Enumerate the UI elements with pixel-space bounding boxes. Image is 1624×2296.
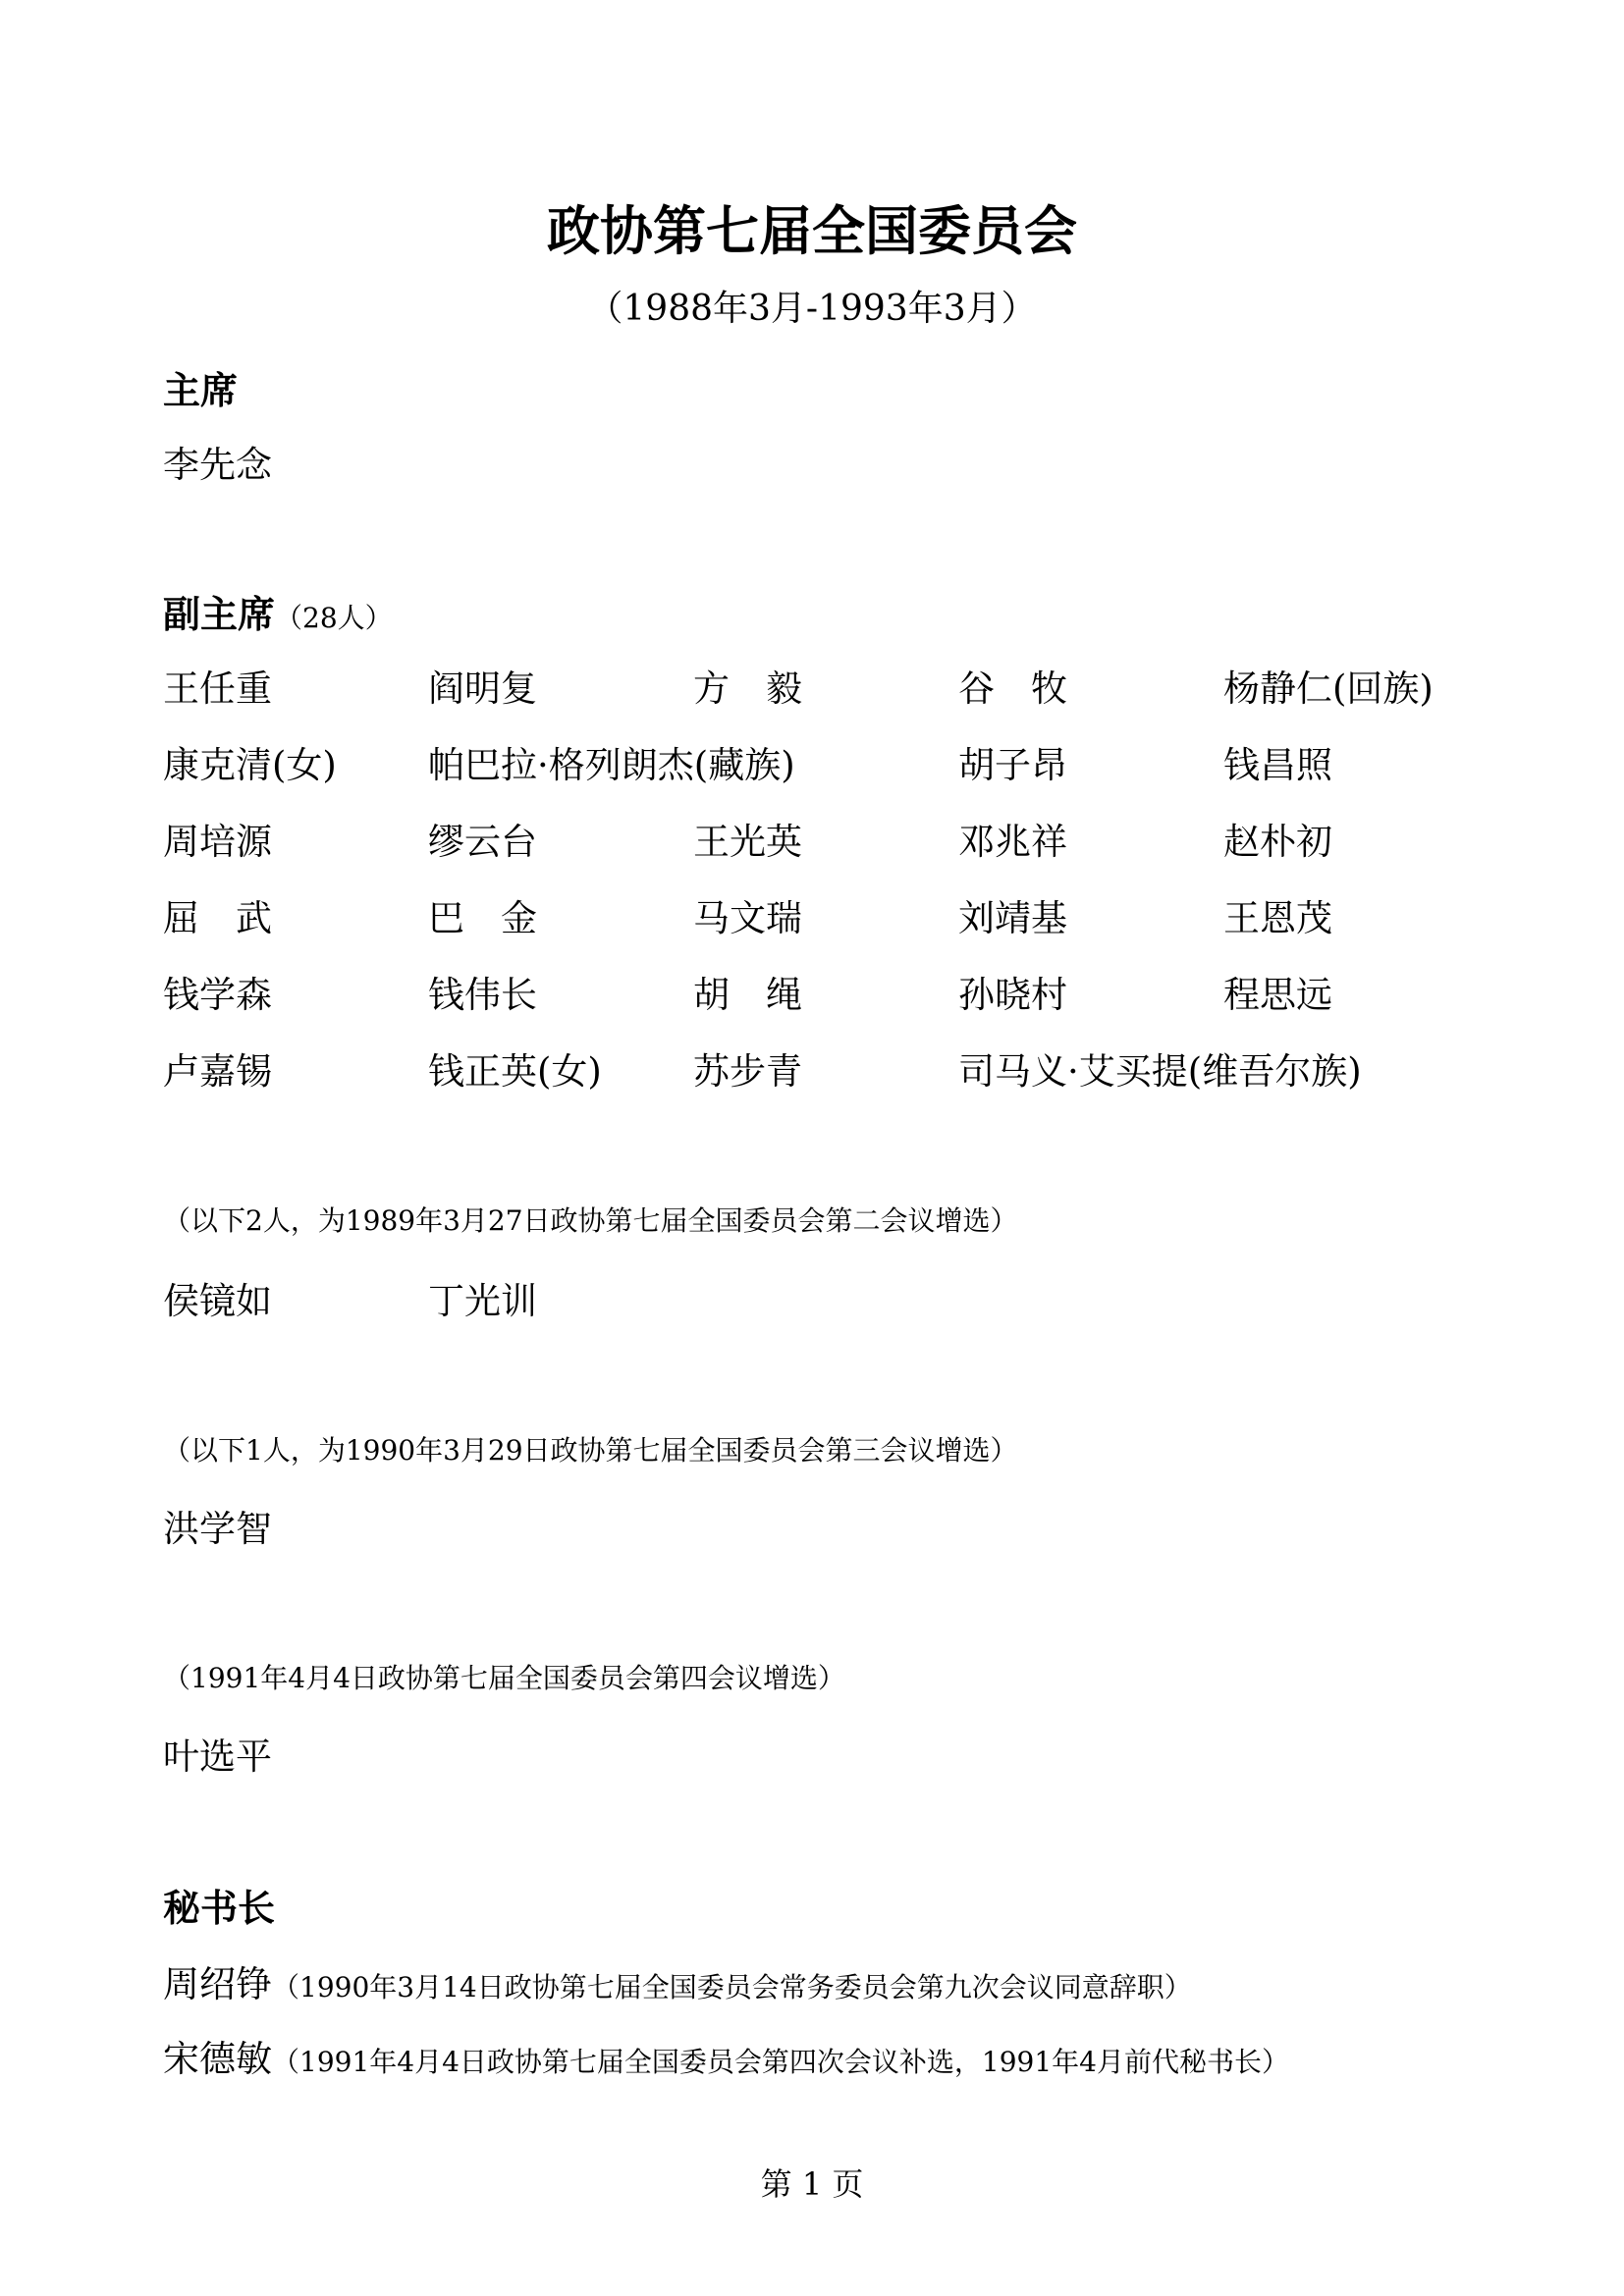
vice-chairman-name: 谷 牧 <box>958 667 1067 710</box>
vice-chairman-name: 钱昌照 <box>1223 744 1332 786</box>
vice-chairmen-row <box>163 738 1498 815</box>
vice-chairman-name: 王光英 <box>693 821 802 863</box>
vice-chairman-name: 苏步青 <box>693 1050 802 1093</box>
addition-names-row <box>163 1274 1498 1329</box>
vice-chairman-name: 赵朴初 <box>1223 821 1332 863</box>
vice-chairman-name: 程思远 <box>1223 974 1332 1016</box>
vice-chairman-name: 阎明复 <box>428 667 537 710</box>
vice-chairmen-row <box>163 1044 1498 1121</box>
secretary-general-name: 宋德敏 <box>163 2038 272 2080</box>
vice-chairman-name: 司马义·艾买提(维吾尔族) <box>958 1050 1362 1093</box>
addition-note: （以下1人，为1990年3月29日政协第七届全国委员会第三会议增选） <box>163 1434 1018 1467</box>
vice-chairmen-row <box>163 891 1498 968</box>
document-title: 政协第七届全国委员会 <box>547 199 1077 262</box>
vice-chairman-name: 王恩茂 <box>1223 897 1332 939</box>
added-vice-chairman-name: 叶选平 <box>163 1735 272 1778</box>
added-vice-chairman-name: 侯镜如 <box>163 1280 272 1322</box>
vice-chairman-name: 胡 绳 <box>693 974 802 1016</box>
added-vice-chairman-name: 丁光训 <box>428 1280 537 1322</box>
added-vice-chairman-name: 洪学智 <box>163 1508 272 1550</box>
vice-chairman-name: 屈 武 <box>163 897 272 939</box>
secretary-general-note: （1991年4月4日政协第七届全国委员会第四次会议补选，1991年4月前代秘书长） <box>272 2046 1289 2078</box>
vice-chairman-name: 康克清(女) <box>163 744 337 786</box>
vice-chairman-name: 方 毅 <box>693 667 802 710</box>
vice-chairman-name: 马文瑞 <box>693 897 802 939</box>
vice-chairman-name: 缪云台 <box>428 821 537 863</box>
vice-chairman-name: 孙晓村 <box>958 974 1067 1016</box>
vice-chairman-name: 杨静仁(回族) <box>1223 667 1434 710</box>
vice-chairmen-row <box>163 968 1498 1044</box>
vice-chairmen-row <box>163 815 1498 891</box>
vice-chairmen-grid <box>163 662 1498 1121</box>
secretary-general-heading: 秘书长 <box>163 1886 276 1930</box>
secretary-general-note: （1990年3月14日政协第七届全国委员会常务委员会第九次会议同意辞职） <box>272 1971 1192 2003</box>
vice-chairman-name: 卢嘉锡 <box>163 1050 272 1093</box>
secretary-general-item <box>163 1957 1192 2019</box>
vice-chairman-name: 钱伟长 <box>428 974 537 1016</box>
vice-chairmen-heading <box>163 587 393 646</box>
document-subtitle: （1988年3月-1993年3月） <box>587 289 1037 329</box>
vice-chairman-name: 钱正英(女) <box>428 1050 602 1093</box>
vice-chairmen-heading-label: 副主席 <box>163 592 276 636</box>
chairman-heading: 主席 <box>163 368 239 412</box>
vice-chairman-name: 帕巴拉·格列朗杰(藏族) <box>428 744 795 786</box>
vice-chairman-name: 周培源 <box>163 821 272 863</box>
chairman-name: 李先念 <box>163 444 272 486</box>
vice-chairman-name: 王任重 <box>163 667 272 710</box>
addition-note: （1991年4月4日政协第七届全国委员会第四会议增选） <box>163 1662 845 1694</box>
secretary-general-name: 周绍铮 <box>163 1963 272 2005</box>
vice-chairman-name: 巴 金 <box>428 897 537 939</box>
vice-chairmen-row <box>163 662 1498 738</box>
vice-chairman-name: 邓兆祥 <box>958 821 1067 863</box>
secretary-general-item <box>163 2032 1289 2094</box>
page-number: 第 1 页 <box>760 2165 864 2203</box>
vice-chairmen-count: （28人） <box>275 602 393 634</box>
vice-chairman-name: 刘靖基 <box>958 897 1067 939</box>
vice-chairman-name: 胡子昂 <box>958 744 1067 786</box>
vice-chairman-name: 钱学森 <box>163 974 272 1016</box>
addition-note: （以下2人，为1989年3月27日政协第七届全国委员会第二会议增选） <box>163 1204 1018 1237</box>
